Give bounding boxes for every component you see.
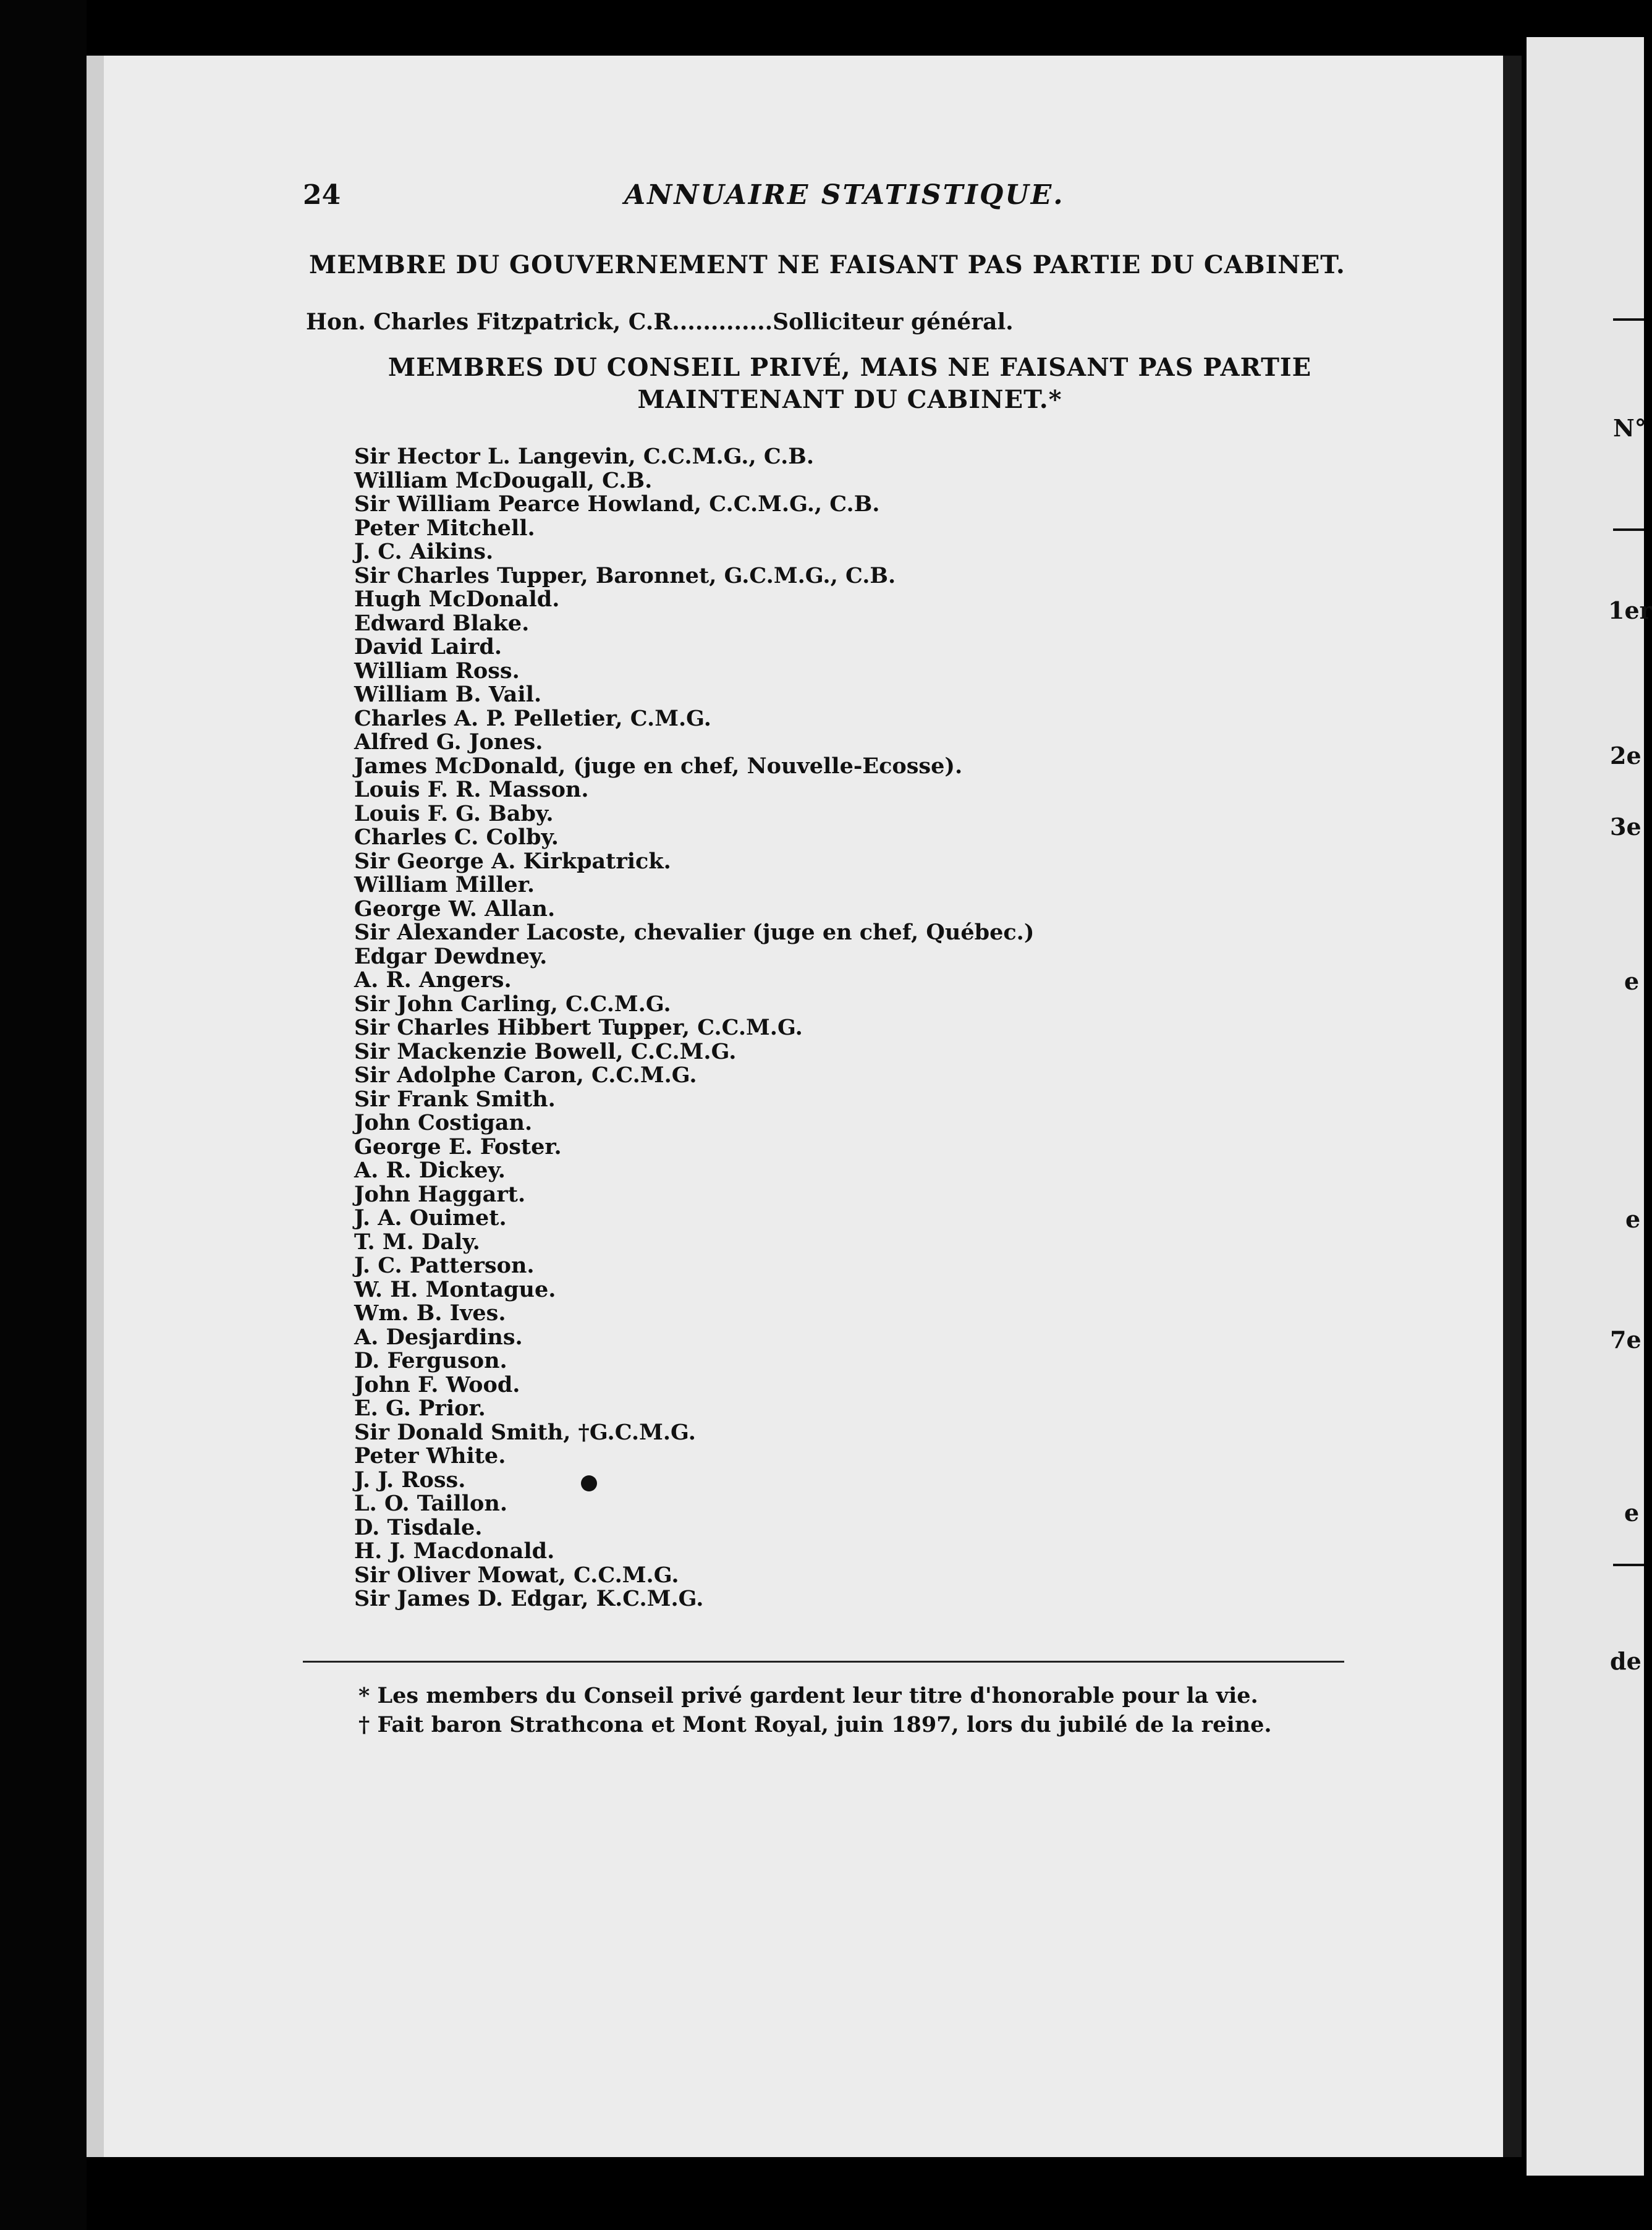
facing-rule: [1613, 1564, 1644, 1566]
list-item: Charles C. Colby.: [354, 825, 559, 850]
list-item: Edgar Dewdney.: [354, 943, 548, 969]
running-title: ANNUAIRE STATISTIQUE.: [624, 179, 1065, 211]
list-item: Sir Oliver Mowat, C.C.M.G.: [354, 1562, 679, 1588]
list-item: J. C. Aikins.: [354, 539, 494, 564]
list-item: William Miller.: [354, 872, 535, 897]
list-item: Hugh McDonald.: [354, 587, 560, 612]
list-item: Sir Charles Hibbert Tupper, C.C.M.G.: [354, 1015, 803, 1040]
list-item: Sir Mackenzie Bowell, C.C.M.G.: [354, 1038, 737, 1064]
solicitor-general-entry: Hon. Charles Fitzpatrick, C.R.............Solliciteur général.: [306, 309, 1014, 335]
facing-fragment: e: [1625, 1205, 1641, 1233]
list-item: H. J. Macdonald.: [354, 1538, 555, 1564]
facing-fragment: 2e: [1610, 742, 1641, 769]
page-gutter-shadow: [1503, 56, 1522, 2157]
list-item: D. Ferguson.: [354, 1348, 507, 1373]
footnote-dagger: † Fait baron Strathcona et Mont Royal, juin 1897, lors du jubilé de la reine.: [358, 1712, 1272, 1737]
facing-fragment: 7e: [1610, 1326, 1641, 1354]
page-number: 24: [303, 179, 341, 211]
list-item: Sir Charles Tupper, Baronnet, G.C.M.G., C.B.: [354, 562, 896, 588]
list-item: Sir Adolphe Caron, C.C.M.G.: [354, 1062, 697, 1088]
list-item: Charles A. P. Pelletier, C.M.G.: [354, 705, 711, 731]
list-item: Peter Mitchell.: [354, 515, 535, 541]
list-item: L. O. Taillon.: [354, 1491, 508, 1516]
facing-fragment: N°: [1613, 414, 1646, 442]
section-heading-government-member: MEMBRE DU GOUVERNEMENT NE FAISANT PAS PARTIE DU CABINET.: [309, 250, 1345, 279]
facing-fragment: 1er: [1608, 596, 1652, 624]
list-item: D. Tisdale.: [354, 1514, 483, 1540]
list-item: John Haggart.: [354, 1181, 526, 1207]
list-item: Peter White.: [354, 1443, 506, 1469]
list-item: Sir Alexander Lacoste, chevalier (juge en chef, Québec.): [354, 920, 1035, 945]
scan-left-margin: [0, 0, 87, 2230]
facing-page: [1527, 37, 1652, 2176]
list-item: Sir George A. Kirkpatrick.: [354, 848, 671, 874]
list-item: Wm. B. Ives.: [354, 1300, 506, 1326]
section-heading-privy-council-line1: MEMBRES DU CONSEIL PRIVÉ, MAIS NE FAISANT PAS PARTIE: [388, 353, 1312, 382]
list-item: Sir Hector L. Langevin, C.C.M.G., C.B.: [354, 444, 815, 469]
list-item: John F. Wood.: [354, 1371, 520, 1397]
ink-blot: [581, 1475, 597, 1491]
facing-fragment: de: [1610, 1647, 1641, 1675]
privy-council-member-list: [354, 445, 1034, 1611]
facing-rule: [1613, 528, 1644, 531]
list-item: David Laird.: [354, 634, 502, 659]
list-item: George W. Allan.: [354, 896, 556, 922]
list-item: Edward Blake.: [354, 610, 530, 636]
list-item: James McDonald, (juge en chef, Nouvelle-Ecosse).: [354, 753, 963, 779]
list-item: Sir James D. Edgar, K.C.M.G.: [354, 1586, 704, 1611]
list-item: A. R. Angers.: [354, 967, 512, 993]
list-item: Sir John Carling, C.C.M.G.: [354, 991, 671, 1017]
list-item: Alfred G. Jones.: [354, 729, 543, 755]
list-item: Sir Donald Smith, †G.C.M.G.: [354, 1419, 696, 1445]
list-item: A. R. Dickey.: [354, 1158, 506, 1183]
list-item: J. A. Ouimet.: [354, 1205, 507, 1231]
list-item: Sir William Pearce Howland, C.C.M.G., C.B.: [354, 491, 880, 517]
list-item: William McDougall, C.B.: [354, 467, 653, 493]
list-item: William Ross.: [354, 658, 520, 684]
footnote-divider: [303, 1661, 1344, 1663]
facing-fragment: e: [1624, 967, 1640, 995]
list-item: Louis F. G. Baby.: [354, 800, 554, 826]
list-item: E. G. Prior.: [354, 1396, 486, 1421]
facing-fragment: 3e: [1610, 813, 1641, 841]
section-heading-privy-council-line2: MAINTENANT DU CABINET.*: [637, 385, 1062, 414]
list-item: Louis F. R. Masson.: [354, 777, 589, 802]
facing-fragment: e: [1624, 1499, 1640, 1527]
footnote-star: * Les members du Conseil privé gardent leur titre d'honorable pour la vie.: [358, 1683, 1258, 1708]
facing-rule: [1613, 318, 1644, 321]
list-item: J. C. Patterson.: [354, 1253, 535, 1278]
list-item: William B. Vail.: [354, 682, 542, 707]
list-item: Sir Frank Smith.: [354, 1086, 556, 1112]
list-item: J. J. Ross.: [354, 1467, 466, 1493]
list-item: T. M. Daly.: [354, 1229, 480, 1255]
list-item: George E. Foster.: [354, 1134, 562, 1160]
list-item: W. H. Montague.: [354, 1276, 556, 1302]
list-item: John Costigan.: [354, 1110, 533, 1135]
list-item: A. Desjardins.: [354, 1324, 523, 1350]
